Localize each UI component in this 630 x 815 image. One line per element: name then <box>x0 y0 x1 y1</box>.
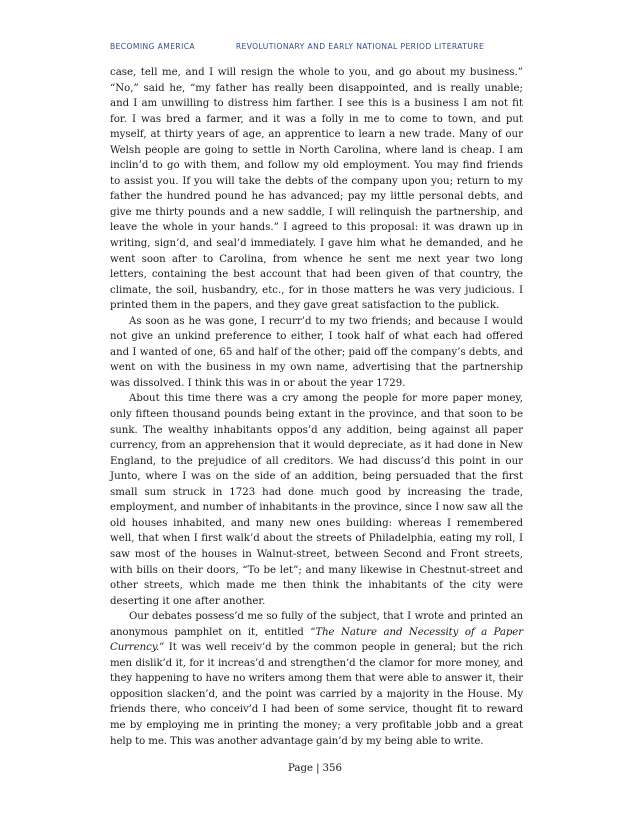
page-label: Page <box>288 763 314 774</box>
section-title: REVOLUTIONARY AND EARLY NATIONAL PERIOD LITERATURE <box>235 42 485 51</box>
paragraph <box>110 65 523 314</box>
paragraph <box>110 609 523 749</box>
page-footer <box>0 763 630 774</box>
text-segment: ” It was well receiv’d by the common people in general; but the rich men dislik’d it, for it increas’d and strengthen’d the clamor for more money, and they happening to have no writers among them that were able to answer it, their opposition slacken’d, and the point was carried by a majority in the House. My friends there, who conceiv’d I had been of some service, thought fit to reward me by employing me in printing the money; a very profitable jobb and a great help to me. This was another advantage gain’d by my being able to write. <box>110 642 523 747</box>
body-text <box>110 65 523 749</box>
page-number: 356 <box>322 763 342 774</box>
page-separator: | <box>316 763 320 774</box>
paragraph <box>110 391 523 609</box>
text-segment: case, tell me, and I will resign the whole to you, and go about my business.” “No,” said he, “my father has really been disappointed, and is really unable; and I am unwilling to distress him farther. I see this is a business I am not fit for. I was bred a farmer, and it was a folly in me to come to town, and put myself, at thirty years of age, an apprentice to learn a new trade. Many of our Welsh people are going to settle in North Carolina, where land is cheap. I am inclin’d to go with them, and follow my old employment. You may find friends to assist you. If you will take the debts of the company upon you; return to my father the hundred pound he has advanced; pay my little personal debts, and give me thirty pounds and a new saddle, I will relinquish the partnership, and leave the whole in your hands.” I agreed to this proposal: it was drawn up in writing, sign’d, and seal’d immediately. I gave him what he demanded, and he went soon after to Carolina, from whence he sent me next year two long letters, containing the best account that had been given of that country, the climate, the soil, husbandry, etc., for in those matters he was very judicious. I printed them in the papers, and they gave great satisfaction to the publick. <box>110 67 523 312</box>
pamphlet-title: The Nature and Necessity of a Paper Currency. <box>110 626 523 654</box>
paragraph <box>110 314 523 392</box>
text-segment: Our debates possess’d me so fully of the subject, that I wrote and printed an anonymous pamphlet on it, entitled “ <box>110 611 523 638</box>
text-segment: About this time there was a cry among the people for more paper money, only fifteen thousand pounds being extant in the province, and that soon to be sunk. The wealthy inhabitants oppos’d any addition, being against all paper currency, from an apprehension that it would depreciate, as it had done in New England, to the prejudice of all creditors. We had discuss’d this point in our Junto, where I was on the side of an addition, being persuaded that the first small sum struck in 1723 had done much good by increasing the trade, employment, and number of inhabitants in the province, since I now saw all the old houses inhabited, and many new ones building: whereas I remembered well, that when I first walk’d about the streets of Philadelphia, eating my roll, I saw most of the houses in Walnut-street, between Second and Front streets, with bills on their doors, “To be let”; and many likewise in Chestnut-street and other streets, which made me then think the inhabitants of the city were deserting it one after another. <box>110 393 523 607</box>
text-segment: As soon as he was gone, I recurr’d to my two friends; and because I would not give an unkind preference to either, I took half of what each had offered and I wanted of one, 65 and half of the other; paid off the company’s debts, and went on with the business in my own name, advertising that the partnership was dissolved. I think this was in or about the year 1729. <box>110 315 523 389</box>
book-title: BECOMING AMERICA <box>110 42 196 51</box>
running-header <box>110 42 530 51</box>
